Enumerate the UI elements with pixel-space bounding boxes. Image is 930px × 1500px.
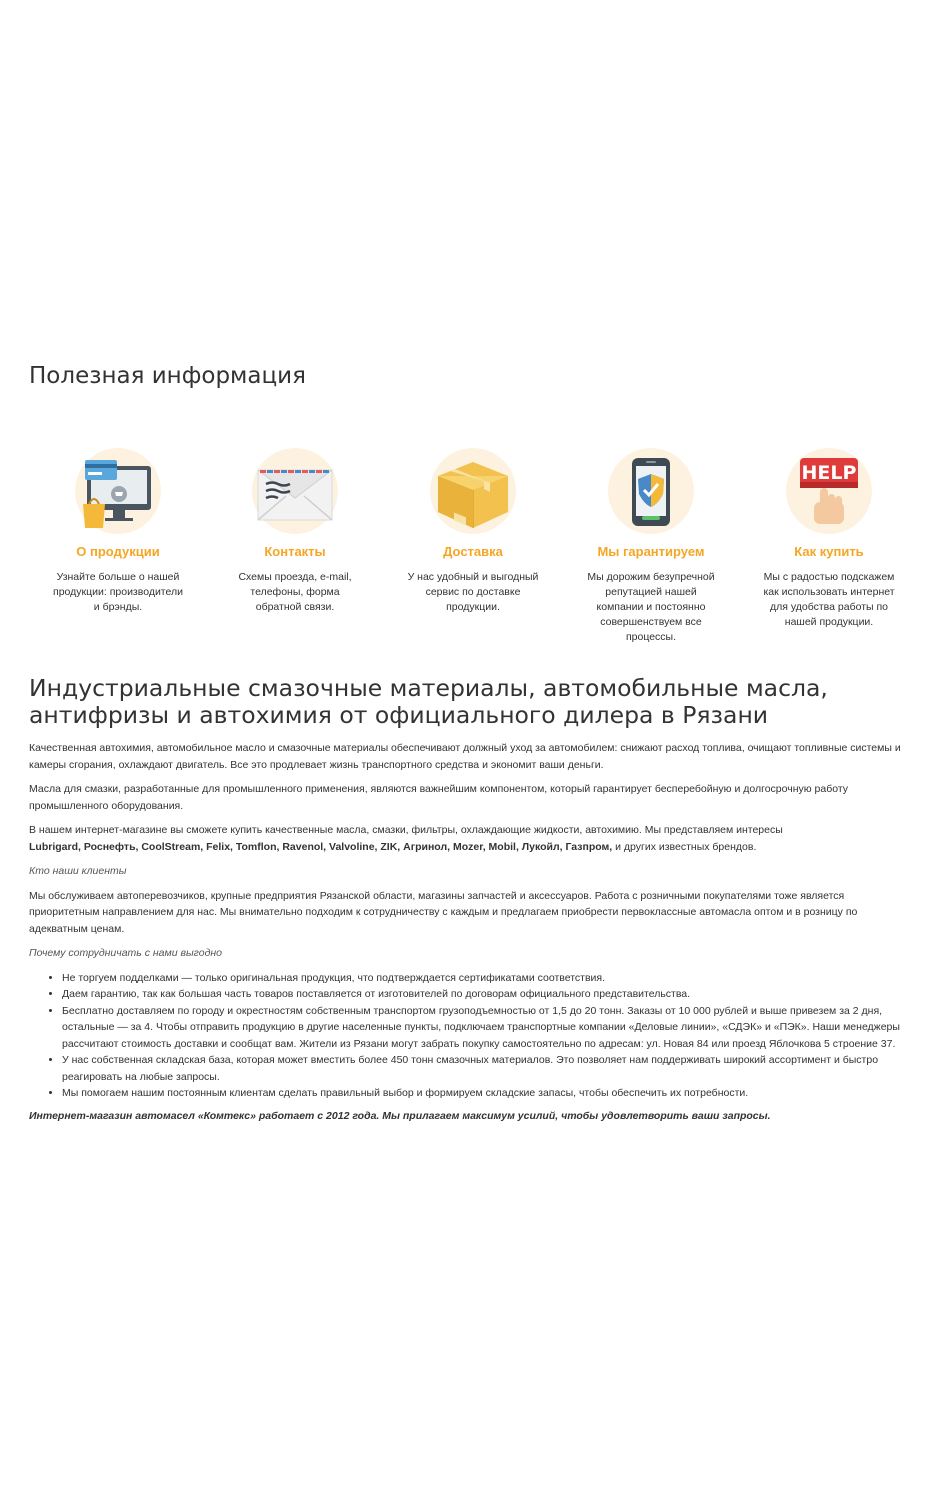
info-item-title: Мы гарантируем [597,544,705,559]
box-icon [428,446,518,536]
closing-text: Интернет-магазин автомасел «Комтекс» работает с 2012 года. Мы прилагаем максимум усилий, чтобы удовлетворить ваши запросы. [29,1109,771,1122]
envelope-icon [250,446,340,536]
info-item-contacts[interactable] [220,446,370,615]
desc-line: Узнайте больше о нашей [56,571,180,583]
clients-paragraph: Мы обслуживаем автоперевозчиков, крупные предприятия Рязанской области, магазины запчастей и аксессуаров. Работа с розничными покупателями тоже является приоритетным направлением для нас. Мы внимательно подходим к сотрудничеству с каждым и предлагаем приобрести первоклассные автомасла оптом и в розницу по адекватным ценам. [29,889,858,935]
clients-heading: Кто наши клиенты [29,865,127,877]
article-body [29,740,911,1132]
article-paragraph: Масла для смазки, разработанные для промышленного применения, являются важнейшим компонентом, который гарантирует бесперебойную и долгосрочную работу промышленного оборудования. [29,783,849,812]
brands-tail: и других известных брендов. [612,840,757,853]
main-content [29,360,911,1122]
desc-line: сервис по доставке [425,586,521,598]
benefits-heading: Почему сотрудничать с нами выгодно [29,947,222,959]
section-title: Полезная информация [29,363,306,389]
desc-line: и брэнды. [93,601,143,613]
article-heading-line: антифризы и автохимия от официального дилера в Рязани [29,701,769,729]
list-item: • Не торгуем подделками — только оригинальная продукция, что подтверждается сертификатами соответствия. [62,970,911,987]
desc-line: как использовать интернет [763,586,895,598]
desc-line: Мы с радостью подскажем [763,571,895,583]
shield-phone-icon [606,446,696,536]
list-item: • У нас собственная складская база, которая может вместить более 450 тонн смазочных материалов. Это позволяет нам поддерживать широкий ассортимент и быстро реагировать на любые запросы. [62,1052,911,1085]
info-item-desc [576,570,726,645]
brands-intro: В нашем интернет-магазине вы сможете купить качественные масла, смазки, фильтры, охлаждающие жидкости, автохимию. Мы представляем интересы [29,824,783,836]
article-paragraph: Качественная автохимия, автомобильное масло и смазочные материалы обеспечивают должный уход за автомобилем: снижают расход топлива, очищают топливные системы и камеры сгорания, охлаждают двигатель. Все это продлевает жизнь транспортного средства и экономит ваши деньги. [29,742,901,771]
list-item: • Бесплатно доставляем по городу и окрестностям собственным транспортом грузоподъемностью от 1,5 до 20 тонн. Заказы от 10 000 рублей и выше привезем за 2 дня, остальные — за 4. Чтобы отправить продукцию в другие населенные пункты, подключаем транспортные компании «Деловые линии», «СДЭК» и «ПЭК». Наши менеджеры рассчитают стоимость доставки и сообщат вам. Жители из Рязани могут забрать покупку самостоятельно по адресам: ул. Новая 84 или проезд Яблочкова 5 строение 37. [62,1003,911,1053]
help-icon [784,446,874,536]
desc-line: телефоны, форма [250,586,340,598]
benefits-list [29,970,911,1102]
desc-line: совершенствуем все [600,616,702,628]
info-item-guarantee[interactable] [576,446,726,645]
info-item-title: Контакты [264,544,326,559]
info-item-products[interactable] [43,446,193,615]
article-heading [29,675,911,729]
desc-line: компании и постоянно [596,601,706,613]
info-item-desc [398,570,548,615]
info-item-title: Доставка [443,544,503,559]
desc-line: продукции. [446,601,500,613]
article-paragraph-brands [29,822,911,855]
desc-line: обратной связи. [255,601,335,613]
desc-line: репутацией нашей [605,586,697,598]
info-item-title: О продукции [76,544,160,559]
info-item-how-to-buy[interactable] [754,446,904,630]
info-item-desc [220,570,370,615]
info-item-desc [754,570,904,630]
desc-line: Мы дорожим безупречной [587,571,715,583]
desc-line: процессы. [625,631,677,643]
desc-line: продукции: производители [53,586,183,598]
desc-line: для удобства работы по [770,601,888,613]
desc-line: У нас удобный и выгодный [407,571,539,583]
brands-list: Lubrigard, Роснефть, CoolStream, Felix, Tomflon, Ravenol, Valvoline, ZIK, Агринол, Mozer, Mobil, Лукойл, Газпром, [29,840,613,853]
desc-line: Схемы проезда, e-mail, [238,571,352,583]
info-item-desc [43,570,193,615]
desc-line: нашей продукции. [784,616,874,628]
info-item-delivery[interactable] [398,446,548,615]
list-item: • Даем гарантию, так как большая часть товаров поставляется от изготовителей по договорам официального представительства. [62,986,911,1003]
computer-shopping-icon [73,446,163,536]
list-item: • Мы помогаем нашим постоянным клиентам сделать правильный выбор и формируем складские запасы, чтобы обеспечить их потребности. [62,1085,911,1102]
info-item-title: Как купить [794,544,864,559]
useful-info-row [29,446,919,656]
article-heading-line: Индустриальные смазочные материалы, автомобильные масла, [29,674,828,702]
help-sign-text: HELP [801,462,857,484]
